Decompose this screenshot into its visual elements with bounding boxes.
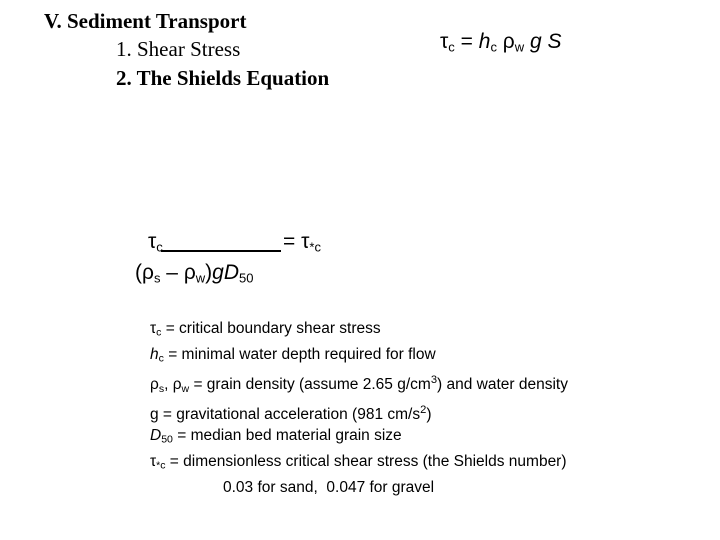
- def3-text-b: ) and water density: [437, 375, 568, 393]
- def5-text: = median bed material grain size: [172, 427, 402, 445]
- fraction-bar: [161, 250, 281, 252]
- shields-num-tau: τ: [148, 230, 157, 253]
- def4-text-a: g = gravitational acceleration (981 cm/s: [150, 406, 421, 424]
- definition-values: 0.03 for sand, 0.047 for gravel: [223, 479, 435, 497]
- den-g: g: [212, 261, 224, 284]
- definition-densities: [150, 370, 568, 400]
- eq-s: S: [541, 30, 562, 53]
- shields-denominator: [135, 261, 254, 285]
- def3-sub1: s: [158, 382, 165, 395]
- definitions-list: [150, 318, 568, 498]
- def4-text-b: ): [426, 406, 432, 424]
- def3-sym1: ρ: [150, 375, 159, 393]
- def4-sup: 2: [420, 403, 427, 416]
- eq-g: g: [524, 30, 542, 53]
- shields-rhs-text: = τ: [283, 230, 310, 253]
- den-minus: – ρ: [160, 261, 196, 284]
- eq-rho: ρ: [496, 30, 515, 53]
- eq-rho-sub: w: [514, 39, 525, 55]
- eq-equals: =: [454, 30, 479, 53]
- def3-sub2: w: [181, 382, 190, 395]
- def6-sym: τ: [150, 453, 157, 471]
- def1-text: = critical boundary shear stress: [161, 320, 381, 337]
- def2-sub: c: [158, 352, 164, 365]
- eq-tau: τ: [440, 30, 449, 53]
- definition-g: [150, 400, 568, 425]
- def1-sub: c: [156, 326, 162, 339]
- eq-h: h: [478, 30, 491, 53]
- eq-h-sub: c: [490, 39, 497, 55]
- shields-rhs: [283, 230, 321, 254]
- subheading-shields-equation: 2. The Shields Equation: [116, 66, 330, 90]
- definition-h-c: [150, 344, 568, 370]
- den-d: D: [223, 261, 240, 284]
- den-d-sub: 50: [239, 270, 254, 286]
- section-heading: V. Sediment Transport: [44, 9, 247, 33]
- def2-sym: h: [150, 345, 159, 363]
- def6-text: = dimensionless critical shear stress (the Shields number): [165, 453, 567, 471]
- definition-d50: [150, 425, 568, 451]
- eq-tau-sub: c: [448, 39, 455, 55]
- def3-sup: 3: [430, 373, 438, 386]
- def6-sub: *c: [156, 459, 166, 472]
- def5-sub: 50: [161, 433, 173, 446]
- den-open: (ρ: [135, 261, 154, 284]
- def3-mid: , ρ: [164, 375, 182, 393]
- subheading-shear-stress: 1. Shear Stress: [116, 37, 241, 61]
- definition-shields-number: [150, 451, 568, 477]
- def5-sym: D: [150, 427, 162, 445]
- shields-rhs-sub: *c: [309, 239, 321, 255]
- def3-text-a: = grain density (assume 2.65 g/cm: [189, 375, 431, 393]
- definition-tau-c: [150, 318, 568, 344]
- def2-text: = minimal water depth required for flow: [163, 345, 436, 363]
- den-w: w: [195, 270, 206, 286]
- shields-num-sub: c: [156, 239, 163, 255]
- shear-stress-equation: [440, 30, 562, 54]
- def1-sym: τ: [150, 320, 157, 337]
- den-s: s: [153, 270, 161, 286]
- den-close: ): [205, 261, 213, 284]
